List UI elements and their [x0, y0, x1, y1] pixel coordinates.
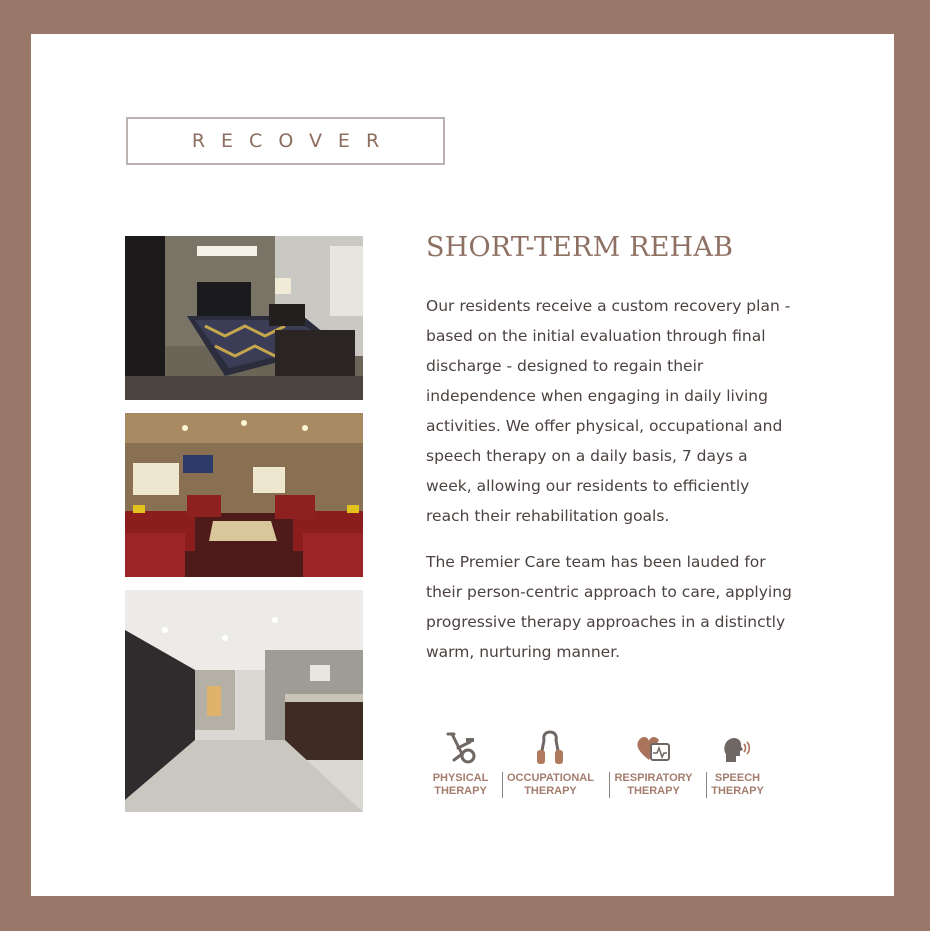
service-label: PHYSICAL THERAPY — [432, 772, 489, 797]
service-occupational-therapy — [495, 724, 605, 798]
recover-label: RECOVER — [191, 130, 396, 152]
service-speech-therapy — [701, 724, 773, 798]
bedroom-photo — [125, 236, 363, 400]
exercise-bike-icon — [444, 724, 478, 764]
service-label: OCCUPATIONAL THERAPY — [502, 772, 598, 798]
recover-badge — [126, 117, 445, 165]
service-respiratory-therapy — [605, 724, 701, 798]
hand-grip-icon — [535, 724, 565, 764]
service-label: SPEECH THERAPY — [706, 772, 768, 798]
speaking-head-icon — [722, 724, 752, 764]
team-paragraph: The Premier Care team has been lauded for their person-centric approach to care, applying progressive therapy approaches in a distinctly warm, nurturing manner. — [426, 553, 792, 661]
lounge-photo — [125, 413, 363, 577]
lobby-hallway-photo — [125, 590, 363, 812]
heart-monitor-icon — [635, 724, 671, 764]
content-panel — [31, 34, 894, 896]
therapy-services — [426, 724, 773, 798]
intro-paragraph: Our residents receive a custom recovery plan - based on the initial evaluation through final discharge - designed to regain their independence when engaging in daily living activities. We offer physical, occupational and speech therapy on a daily basis, 7 days a week, allowing our residents to efficiently reach their rehabilitation goals. — [426, 297, 791, 525]
service-label: RESPIRATORY THERAPY — [609, 772, 696, 798]
section-title: SHORT-TERM REHAB — [426, 232, 734, 263]
service-physical-therapy — [426, 724, 495, 798]
